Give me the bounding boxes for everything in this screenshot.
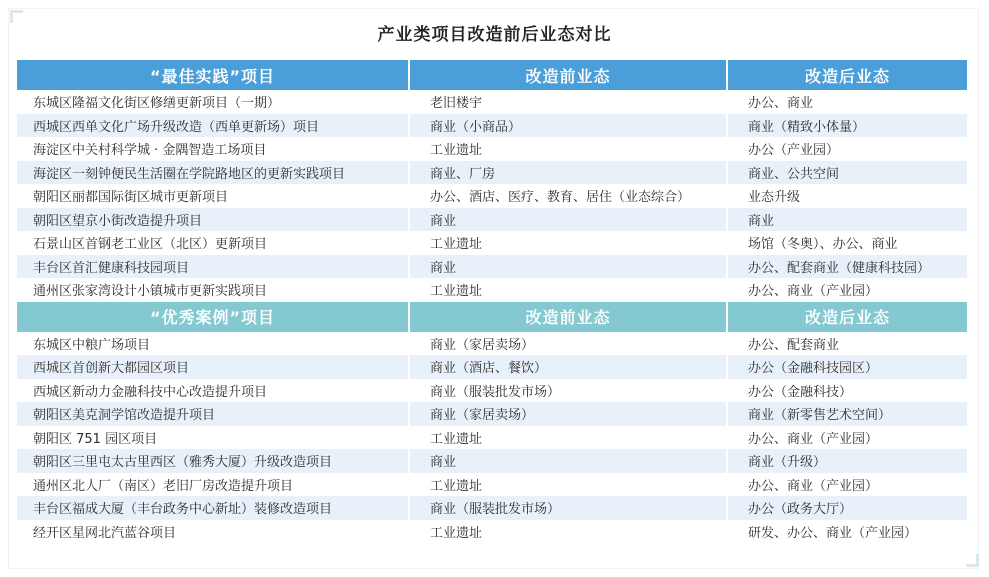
table-row — [17, 137, 967, 161]
cell-before: 工业遗址 — [409, 426, 727, 450]
table-row — [17, 520, 967, 544]
cell-before: 工业遗址 — [409, 231, 727, 255]
cell-project: 经开区星网北汽蓝谷项目 — [17, 520, 409, 544]
header-before: 改造前业态 — [409, 60, 727, 90]
cell-after: 办公、商业（产业园） — [727, 473, 967, 497]
cell-after: 办公、配套商业（健康科技园） — [727, 255, 967, 279]
cell-after: 办公、商业 — [727, 90, 967, 114]
cell-project: 石景山区首钢老工业区（北区）更新项目 — [17, 231, 409, 255]
table-row — [17, 90, 967, 114]
cell-before: 商业 — [409, 255, 727, 279]
cell-before: 工业遗址 — [409, 473, 727, 497]
cell-after: 场馆（冬奥）、办公、商业 — [727, 231, 967, 255]
cell-after: 业态升级 — [727, 184, 967, 208]
section-header-best-practice — [17, 60, 967, 90]
table-row — [17, 278, 967, 302]
cell-project: 西城区西单文化广场升级改造（西单更新场）项目 — [17, 114, 409, 138]
cell-before: 办公、酒店、医疗、教育、居住（业态综合） — [409, 184, 727, 208]
table-row — [17, 208, 967, 232]
cell-project: 海淀区一刻钟便民生活圈在学院路地区的更新实践项目 — [17, 161, 409, 185]
cell-project: 东城区中粮广场项目 — [17, 332, 409, 356]
cell-before: 商业（服装批发市场） — [409, 496, 727, 520]
cell-before: 商业、厂房 — [409, 161, 727, 185]
cell-before: 商业（家居卖场） — [409, 402, 727, 426]
cell-after: 办公（政务大厅） — [727, 496, 967, 520]
cell-before: 商业 — [409, 449, 727, 473]
header-before: 改造前业态 — [409, 302, 727, 332]
cell-project: 朝阳区 751 园区项目 — [17, 426, 409, 450]
corner-mark-bottom-right — [966, 554, 979, 567]
cell-after: 办公（产业园） — [727, 137, 967, 161]
cell-project: 丰台区福成大厦（丰台政务中心新址）装修改造项目 — [17, 496, 409, 520]
cell-project: 朝阳区望京小街改造提升项目 — [17, 208, 409, 232]
cell-after: 办公（金融科技） — [727, 379, 967, 403]
table-row — [17, 255, 967, 279]
table-row — [17, 332, 967, 356]
cell-before: 商业 — [409, 208, 727, 232]
cell-project: 朝阳区丽都国际街区城市更新项目 — [17, 184, 409, 208]
cell-before: 商业（酒店、餐饮） — [409, 355, 727, 379]
cell-project: 海淀区中关村科学城 · 金隅智造工场项目 — [17, 137, 409, 161]
table-row — [17, 231, 967, 255]
cell-after: 研发、办公、商业（产业园） — [727, 520, 967, 544]
cell-before: 商业（小商品） — [409, 114, 727, 138]
cell-project: 通州区北人厂（南区）老旧厂房改造提升项目 — [17, 473, 409, 497]
cell-project: 朝阳区美克洞学馆改造提升项目 — [17, 402, 409, 426]
section-header-excellent-case — [17, 302, 967, 332]
cell-after: 商业（精致小体量） — [727, 114, 967, 138]
header-after: 改造后业态 — [727, 302, 967, 332]
table-row — [17, 496, 967, 520]
table-body — [17, 60, 967, 543]
table-row — [17, 402, 967, 426]
cell-after: 办公、配套商业 — [727, 332, 967, 356]
cell-project: 丰台区首汇健康科技园项目 — [17, 255, 409, 279]
table-row — [17, 449, 967, 473]
cell-after: 办公（金融科技园区） — [727, 355, 967, 379]
cell-before: 工业遗址 — [409, 137, 727, 161]
cell-project: 通州区张家湾设计小镇城市更新实践项目 — [17, 278, 409, 302]
comparison-table — [17, 60, 967, 543]
cell-before: 商业（家居卖场） — [409, 332, 727, 356]
table-row — [17, 473, 967, 497]
cell-after: 商业（新零售艺术空间） — [727, 402, 967, 426]
header-after: 改造后业态 — [727, 60, 967, 90]
table-row — [17, 184, 967, 208]
cell-project: 西城区首创新大都园区项目 — [17, 355, 409, 379]
header-project: “最佳实践”项目 — [17, 60, 409, 90]
cell-after: 办公、商业（产业园） — [727, 278, 967, 302]
table-row — [17, 355, 967, 379]
cell-before: 老旧楼宇 — [409, 90, 727, 114]
header-project: “优秀案例”项目 — [17, 302, 409, 332]
cell-project: 西城区新动力金融科技中心改造提升项目 — [17, 379, 409, 403]
table-row — [17, 114, 967, 138]
cell-project: 朝阳区三里屯太古里西区（雅秀大厦）升级改造项目 — [17, 449, 409, 473]
table-row — [17, 161, 967, 185]
cell-before: 工业遗址 — [409, 278, 727, 302]
cell-project: 东城区隆福文化街区修缮更新项目（一期） — [17, 90, 409, 114]
cell-before: 商业（服装批发市场） — [409, 379, 727, 403]
cell-after: 商业（升级） — [727, 449, 967, 473]
cell-after: 商业 — [727, 208, 967, 232]
cell-after: 商业、公共空间 — [727, 161, 967, 185]
cell-before: 工业遗址 — [409, 520, 727, 544]
table-row — [17, 379, 967, 403]
cell-after: 办公、商业（产业园） — [727, 426, 967, 450]
table-row — [17, 426, 967, 450]
table-title: 产业类项目改造前后业态对比 — [377, 25, 612, 45]
